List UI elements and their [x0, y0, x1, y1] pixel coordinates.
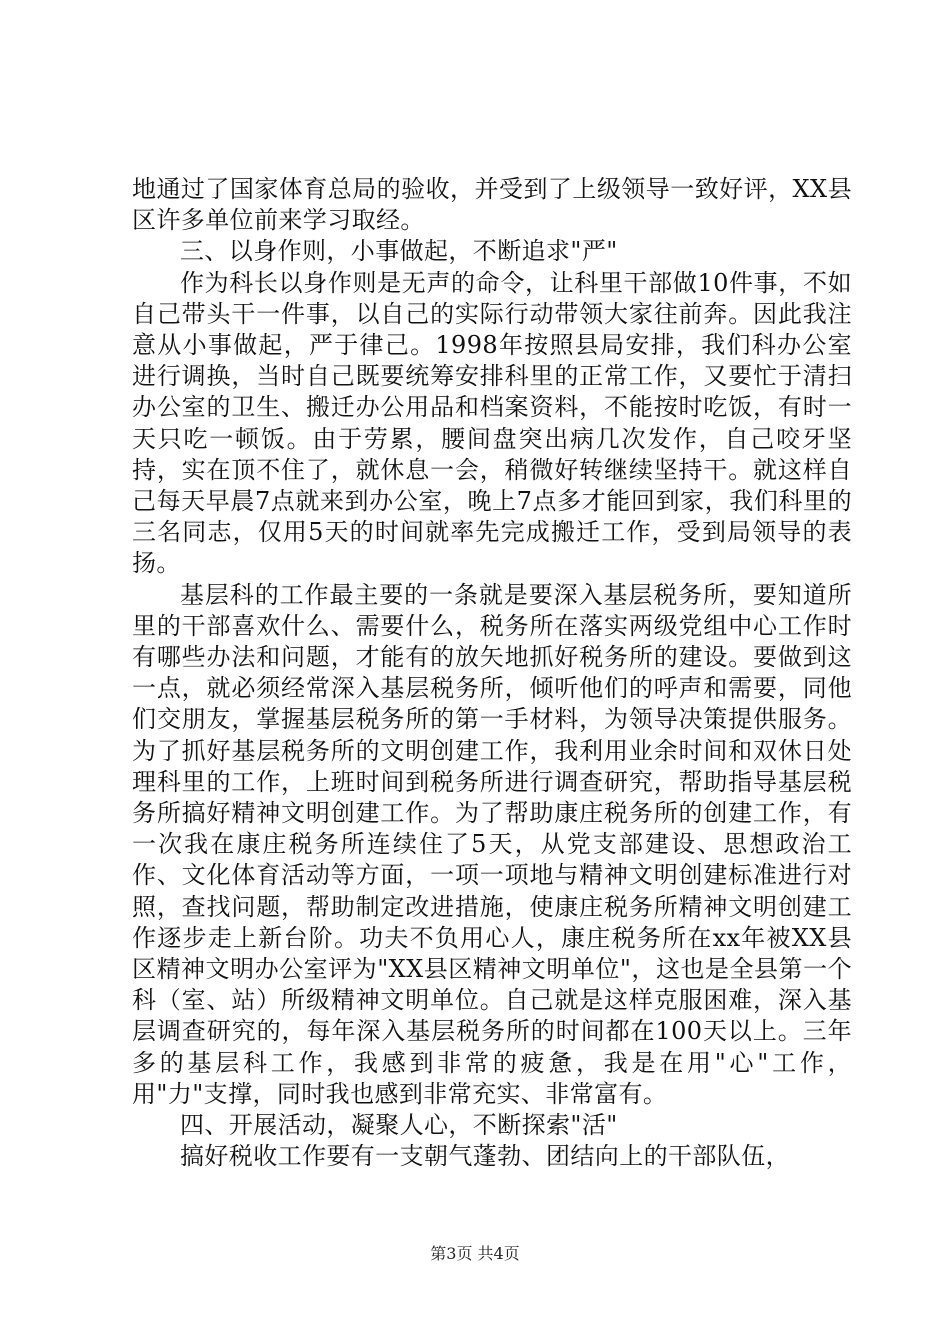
paragraph-team-building: 搞好税收工作要有一支朝气蓬勃、团结向上的干部队伍，	[180, 1142, 790, 1171]
page-number: 第3页 共4页	[430, 1244, 520, 1263]
paragraph-continuation: 地通过了国家体育总局的验收，并受到了上级领导一致好评，XX县区许多单位前来学习取经。	[132, 175, 852, 235]
page-footer	[0, 1244, 950, 1264]
paragraph-office-move: 作为科长以身作则是无声的命令，让科里干部做10件事，不如自己带头干一件事，以自己的实际行动带领大家往前奔。因此我注意从小事做起，严于律己。1998年按照县局安排，我们科办公室进行调换，当时自己既要统筹安排科里的正常工作，又要忙于清扫办公室的卫生、搬迁办公用品和档案资料，不能按时吃饭，有时一天只吃一顿饭。由于劳累，腰间盘突出病几次发作，自己咬牙坚持，实在顶不住了，就休息一会，稍微好转继续坚持干。就这样自己每天早晨7点就来到办公室，晚上7点多才能回到家，我们科里的三名同志，仅用5天的时间就率先完成搬迁工作，受到局领导的表扬。	[132, 268, 852, 578]
document-body	[132, 174, 852, 1173]
section-heading-four: 四、开展活动，凝聚人心，不断探索"活"	[180, 1111, 618, 1140]
section-heading-three: 三、以身作则，小事做起，不断追求"严"	[180, 237, 618, 266]
paragraph-grassroots-work: 基层科的工作最主要的一条就是要深入基层税务所，要知道所里的干部喜欢什么、需要什么，税务所在落实两级党组中心工作时有哪些办法和问题，才能有的放矢地抓好税务所的建设。要做到这一点，就必须经常深入基层税务所，倾听他们的呼声和需要，同他们交朋友，掌握基层税务所的第一手材料，为领导决策提供服务。为了抓好基层税务所的文明创建工作，我利用业余时间和双休日处理科里的工作，上班时间到税务所进行调查研究，帮助指导基层税务所搞好精神文明创建工作。为了帮助康庄税务所的创建工作，有一次我在康庄税务所连续住了5天，从党支部建设、思想政治工作、文化体育活动等方面，一项一项地与精神文明创建标准进行对照，查找问题，帮助制定改进措施，使康庄税务所精神文明创建工作逐步走上新台阶。功夫不负用心人，康庄税务所在xx年被XX县区精神文明办公室评为"XX县区精神文明单位"，这也是全县第一个科（室、站）所级精神文明单位。自己就是这样克服困难，深入基层调查研究的，每年深入基层税务所的时间都在100天以上。三年多的基层科工作，我感到非常的疲惫，我是在用"心"工作，用"力"支撑，同时我也感到非常充实、非常富有。	[132, 580, 852, 1108]
